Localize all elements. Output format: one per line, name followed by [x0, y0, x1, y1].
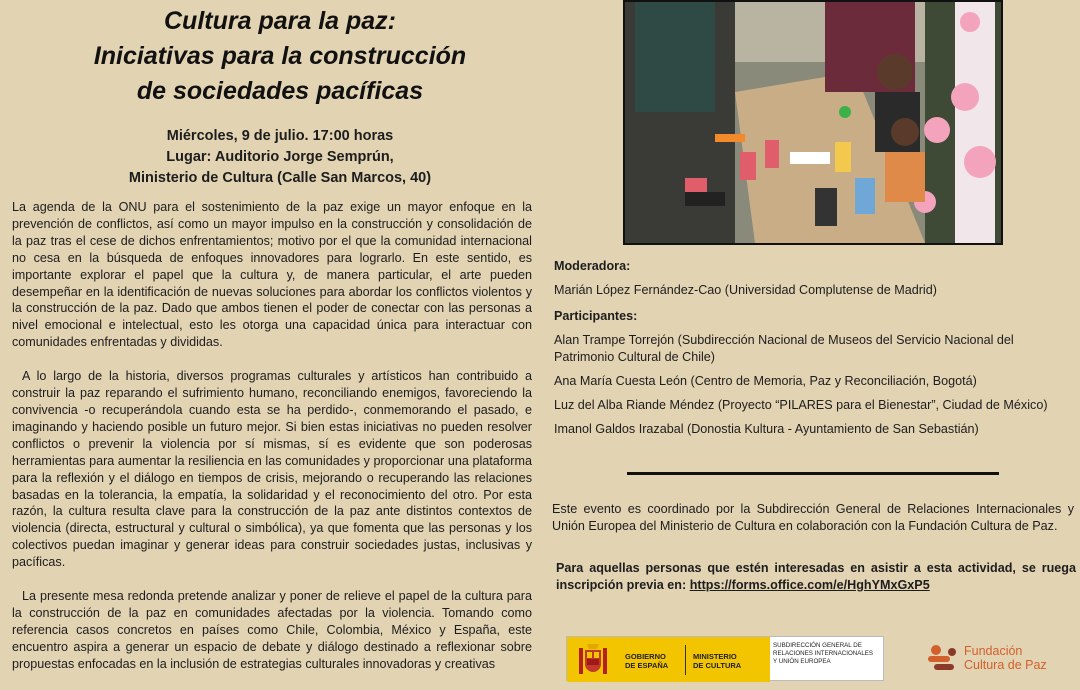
- ministry-line-2: DE CULTURA: [693, 661, 742, 670]
- participant-item-4: Imanol Galdos Irazabal (Donostia Kultura - Ayuntamiento de San Sebastián): [554, 422, 979, 436]
- description-paragraph-1: La agenda de la ONU para el sostenimiento de la paz exige un mayor enfoque en la prevención de conflictos, así como un mayor impulso en la construcción y consolidación de la paz tras el cese de dichos enfrentamientos; motivo por el que la comunidad internacional no cesa en la búsqueda de enfoques innovadores para lograrlo. En este sentido, es importante explorar el papel que la cultura y, de manera particular, el arte pueden desempeñar en la identificación de nuevas soluciones para abordar los conflictos violentos y la construcción de la paz. Dado que ambos tienen el poder de conectar con las personas a nivel emocional e intelectual, esto les otorga una capacidad única para interactuar con comunidades enfrentadas y divididas.: [12, 200, 532, 350]
- participant-item-3: Luz del Alba Riande Méndez (Proyecto “PILARES para el Bienestar”, Ciudad de México): [554, 398, 1048, 412]
- ministry-line-1: MINISTERIO: [693, 652, 737, 661]
- description-column: [12, 199, 532, 690]
- title-line-3: de sociedades pacíficas: [136, 77, 424, 105]
- event-date: Miércoles, 9 de julio. 17:00 horas: [166, 128, 394, 144]
- panel-section: [554, 258, 1074, 438]
- event-photo: [623, 0, 1003, 245]
- event-photo-illustration: [625, 2, 1001, 243]
- coordination-note: Este evento es coordinado por la Subdirección General de Relaciones Internacionales y Unión Europea del Ministerio de Cultura en colaboración con la Fundación Cultura de Paz.: [552, 502, 1074, 533]
- title-line-1: Cultura para la paz:: [164, 7, 396, 35]
- subdirectorate-text: [773, 642, 883, 666]
- government-logo: [566, 636, 884, 681]
- fundacion-cultura-de-paz-logo: [926, 642, 1076, 675]
- gov-line-2: DE ESPAÑA: [625, 661, 669, 670]
- sub-line-3: Y UNIÓN EUROPEA: [773, 658, 831, 665]
- description-paragraph-2: A lo largo de la historia, diversos programas culturales y artísticos han contribuido a construir la paz reparando el sufrimiento humano, reconciliando enemigos, favoreciendo la convivencia -o recuperándola cuando esta se ha perdido-, conmemorando el pasado, e imaginando y haciendo posible un futuro mejor. Si bien estas iniciativas no pueden resolver conflictos o prevenir la violencia por sí mismas, sí es evidente que son poderosas herramientas para aumentar la resiliencia en las comunidades y proporcionar una plataforma para la reflexión y el diálogo en tiempos de crisis, mejorando o recuperando las relaciones basadas en la tolerancia, la empatía, la solidaridad y el reconocimiento del otro. Por esta razón, la cultura resulta clave para la construcción de la paz ante distintos contextos de violencia (directa, estructural y cultural o simbólica), ya que fomenta que las personas y los colectivos puedan imaginar y generar ideas para construir sociedades justas, inclusivas y pacíficas.: [12, 369, 532, 570]
- signup-link[interactable]: https://forms.office.com/e/HghYMxGxP5: [689, 578, 930, 592]
- participant-item-1: Alan Trampe Torrejón (Subdirección Nacional de Museos del Servicio Nacional del Patrimonio Cultural de Chile): [554, 333, 1014, 364]
- signup-text: Para aquellas personas que estén interesadas en asistir a esta actividad, se ruega inscripción previa en:: [556, 561, 1076, 592]
- fcp-line-1: Fundación: [964, 644, 1023, 658]
- fcp-text: [964, 644, 1047, 672]
- participants-label: Participantes:: [554, 309, 638, 323]
- sub-line-2: RELACIONES INTERNACIONALES: [773, 650, 874, 657]
- event-place-line-1: Lugar: Auditorio Jorge Semprún,: [166, 149, 394, 165]
- signup-note: [556, 560, 1076, 594]
- fcp-emblem-icon: [926, 642, 960, 675]
- description-paragraph-3: La presente mesa redonda pretende analizar y poner de relieve el papel de la cultura para la construcción de la paz en comunidades afectadas por la violencia. Tomando como referencia casos concretos en países como Chile, Colombia, México y España, este encuentro aspira a generar un espacio de debate y diálogo destinado a reflexionar sobre propuestas enfocadas en la inclusión de estrategias culturales innovadoras y creativas: [12, 589, 532, 671]
- participant-item-2: Ana María Cuesta León (Centro de Memoria, Paz y Reconciliación, Bogotá): [554, 374, 977, 388]
- fcp-line-2: Cultura de Paz: [964, 658, 1047, 672]
- ministry-text: [693, 652, 741, 670]
- section-divider: [627, 472, 999, 475]
- title-line-2: Iniciativas para la construcción: [93, 42, 467, 70]
- gov-logo-separator: [685, 645, 686, 675]
- sub-line-1: SUBDIRECCIÓN GENERAL DE: [773, 642, 862, 649]
- event-title: [60, 4, 500, 109]
- gov-text: [625, 652, 668, 670]
- gov-line-1: GOBIERNO: [625, 652, 666, 661]
- moderator-name: Marián López Fernández-Cao (Universidad Complutense de Madrid): [554, 283, 937, 297]
- moderator-label: Moderadora:: [554, 259, 631, 273]
- event-place-line-2: Ministerio de Cultura (Calle San Marcos, 40): [128, 170, 432, 186]
- coat-of-arms-icon: [575, 642, 611, 678]
- event-info: [60, 126, 500, 189]
